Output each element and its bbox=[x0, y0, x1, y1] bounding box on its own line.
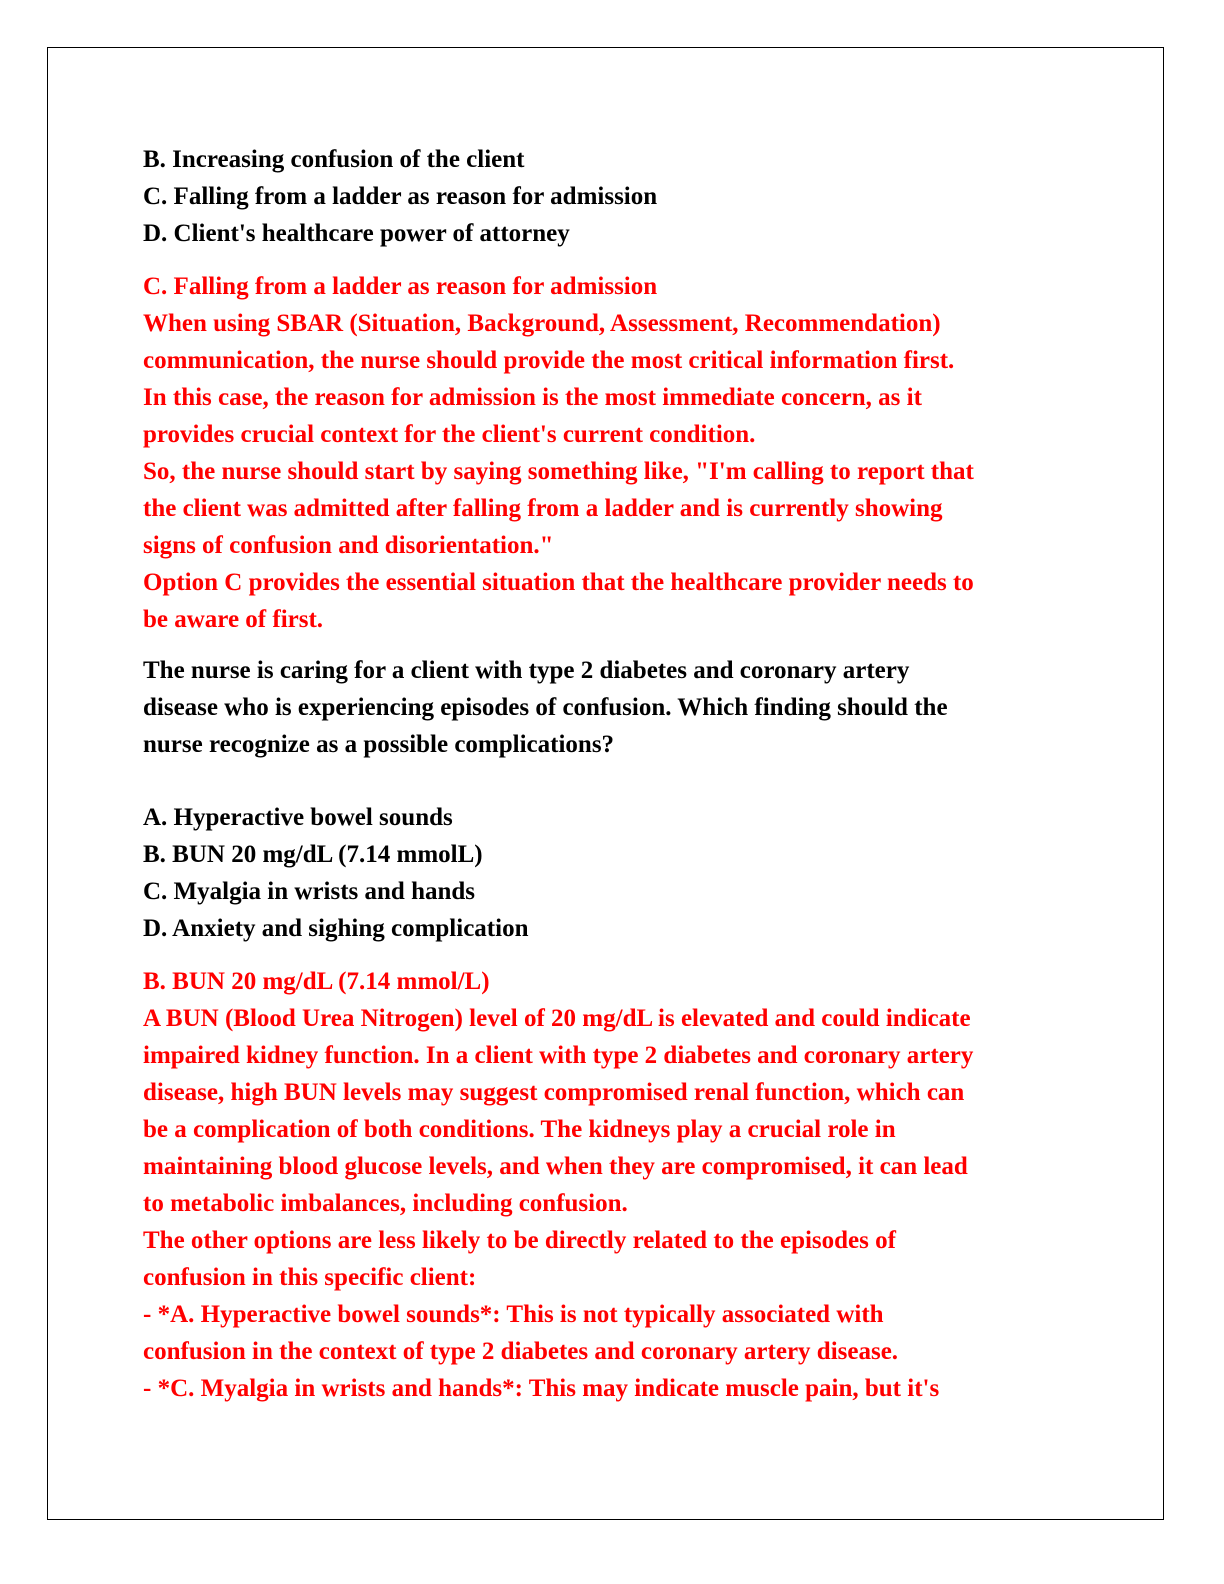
option-b: B. BUN 20 mg/dL (7.14 mmolL) bbox=[143, 841, 483, 868]
answer-choice: B. BUN 20 mg/dL (7.14 mmol/L) bbox=[143, 968, 490, 995]
document-body bbox=[143, 141, 1083, 1407]
explanation-line: When using SBAR (Situation, Background, Assessment, Recommendation) bbox=[143, 310, 941, 337]
option-b: B. Increasing confusion of the client bbox=[143, 146, 525, 173]
explanation-line: A BUN (Blood Urea Nitrogen) level of 20 mg/dL is elevated and could indicate bbox=[143, 1005, 971, 1032]
answer-explanation bbox=[143, 963, 1083, 1407]
question-options bbox=[143, 799, 1083, 947]
question-stem bbox=[143, 652, 1083, 763]
explanation-line: disease, high BUN levels may suggest compromised renal function, which can bbox=[143, 1079, 965, 1106]
explanation-line: - *A. Hyperactive bowel sounds*: This is not typically associated with bbox=[143, 1301, 884, 1328]
explanation-line: impaired kidney function. In a client with type 2 diabetes and coronary artery bbox=[143, 1042, 974, 1069]
explanation-line: So, the nurse should start by saying something like, "I'm calling to report that bbox=[143, 458, 974, 485]
question-line: disease who is experiencing episodes of confusion. Which finding should the bbox=[143, 694, 948, 721]
question-line: The nurse is caring for a client with type 2 diabetes and coronary artery bbox=[143, 657, 910, 684]
previous-answer-explanation bbox=[143, 268, 1083, 638]
explanation-line: The other options are less likely to be directly related to the episodes of bbox=[143, 1227, 896, 1254]
explanation-line: signs of confusion and disorientation." bbox=[143, 532, 554, 559]
option-d: D. Client's healthcare power of attorney bbox=[143, 220, 570, 247]
explanation-line: confusion in the context of type 2 diabetes and coronary artery disease. bbox=[143, 1338, 899, 1365]
explanation-line: Option C provides the essential situation that the healthcare provider needs to bbox=[143, 569, 974, 596]
option-d: D. Anxiety and sighing complication bbox=[143, 915, 529, 942]
explanation-line: be aware of first. bbox=[143, 606, 324, 633]
option-c: C. Myalgia in wrists and hands bbox=[143, 878, 476, 905]
option-c: C. Falling from a ladder as reason for admission bbox=[143, 183, 658, 210]
explanation-line: maintaining blood glucose levels, and when they are compromised, it can lead bbox=[143, 1153, 968, 1180]
answer-choice: C. Falling from a ladder as reason for admission bbox=[143, 273, 658, 300]
explanation-line: - *C. Myalgia in wrists and hands*: This may indicate muscle pain, but it's bbox=[143, 1375, 940, 1402]
explanation-line: confusion in this specific client: bbox=[143, 1264, 477, 1291]
explanation-line: In this case, the reason for admission is the most immediate concern, as it bbox=[143, 384, 922, 411]
explanation-line: communication, the nurse should provide the most critical information first. bbox=[143, 347, 955, 374]
question-line: nurse recognize as a possible complications? bbox=[143, 731, 615, 758]
explanation-line: provides crucial context for the client's current condition. bbox=[143, 421, 756, 448]
explanation-line: to metabolic imbalances, including confusion. bbox=[143, 1190, 628, 1217]
explanation-line: be a complication of both conditions. The kidneys play a crucial role in bbox=[143, 1116, 896, 1143]
previous-question-options bbox=[143, 141, 1083, 252]
explanation-line: the client was admitted after falling from a ladder and is currently showing bbox=[143, 495, 943, 522]
option-a: A. Hyperactive bowel sounds bbox=[143, 804, 453, 831]
